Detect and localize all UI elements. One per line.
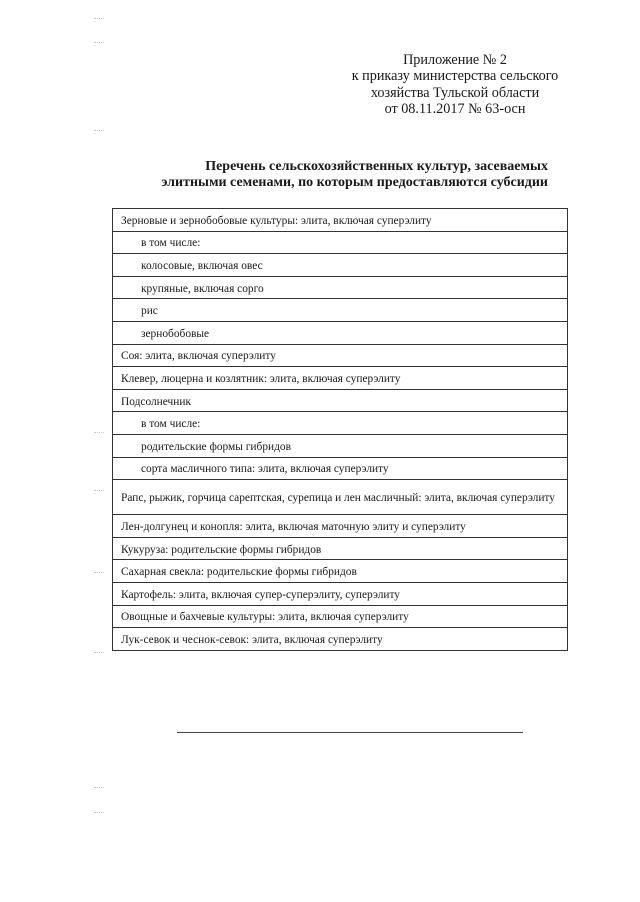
table-row [113,276,568,299]
crop-cell: зернобобовые [113,321,568,344]
table-row [113,321,568,344]
crop-cell: в том числе: [113,412,568,435]
table-row [113,299,568,322]
title-line: элитными семенами, по которым предоставляются субсидии [161,175,548,190]
crop-cell: Кукуруза: родительские формы гибридов [113,537,568,560]
table-row [113,344,568,367]
document-title [150,159,548,191]
crop-cell: Лен-долгунец и конопля: элита, включая маточную элиту и суперэлиту [113,515,568,538]
crop-cell: Клевер, люцерна и козлятник: элита, включая суперэлиту [113,367,568,390]
crop-cell: Сахарная свекла: родительские формы гибридов [113,560,568,583]
table-row [113,515,568,538]
scan-margin-marks [94,12,114,872]
appendix-line: Приложение № 2 [403,52,507,68]
appendix-line: от 08.11.2017 № 63-осн [384,101,526,118]
crop-cell: рис [113,299,568,322]
table-row [113,537,568,560]
table-row [113,389,568,412]
crop-cell: Картофель: элита, включая супер-суперэлиту, суперэлиту [113,582,568,605]
table-row [113,367,568,390]
table-row [113,560,568,583]
title-line: Перечень сельскохозяйственных культур, засеваемых [205,159,548,174]
crop-cell: родительские формы гибридов [113,434,568,457]
crops-table [112,208,568,651]
crop-cell: крупяные, включая сорго [113,276,568,299]
crop-cell: Рапс, рыжик, горчица сарептская, сурепица и лен масличный: элита, включая суперэлиту [113,480,568,515]
crop-cell: Соя: элита, включая суперэлиту [113,344,568,367]
crop-cell: Овощные и бахчевые культуры: элита, включая суперэлиту [113,605,568,628]
table-row [113,254,568,277]
crop-cell: сорта масличного типа: элита, включая суперэлиту [113,457,568,480]
table-row [113,480,568,515]
table-row [113,457,568,480]
table-row [113,434,568,457]
table-row [113,582,568,605]
crop-cell: в том числе: [113,231,568,254]
crop-cell: колосовые, включая овес [113,254,568,277]
table-row [113,231,568,254]
table-row [113,209,568,232]
crop-cell: Лук-севок и чеснок-севок: элита, включая суперэлиту [113,628,568,651]
crops-table-body [113,209,568,651]
table-row [113,628,568,651]
crop-cell: Зерновые и зернобобовые культуры: элита, включая суперэлиту [113,209,568,232]
appendix-header [330,52,580,118]
crop-cell: Подсолнечник [113,389,568,412]
closing-rule [177,732,523,733]
table-row [113,412,568,435]
table-row [113,605,568,628]
appendix-line: хозяйства Тульской области [370,84,540,101]
appendix-line: к приказу министерства сельского [351,68,559,85]
